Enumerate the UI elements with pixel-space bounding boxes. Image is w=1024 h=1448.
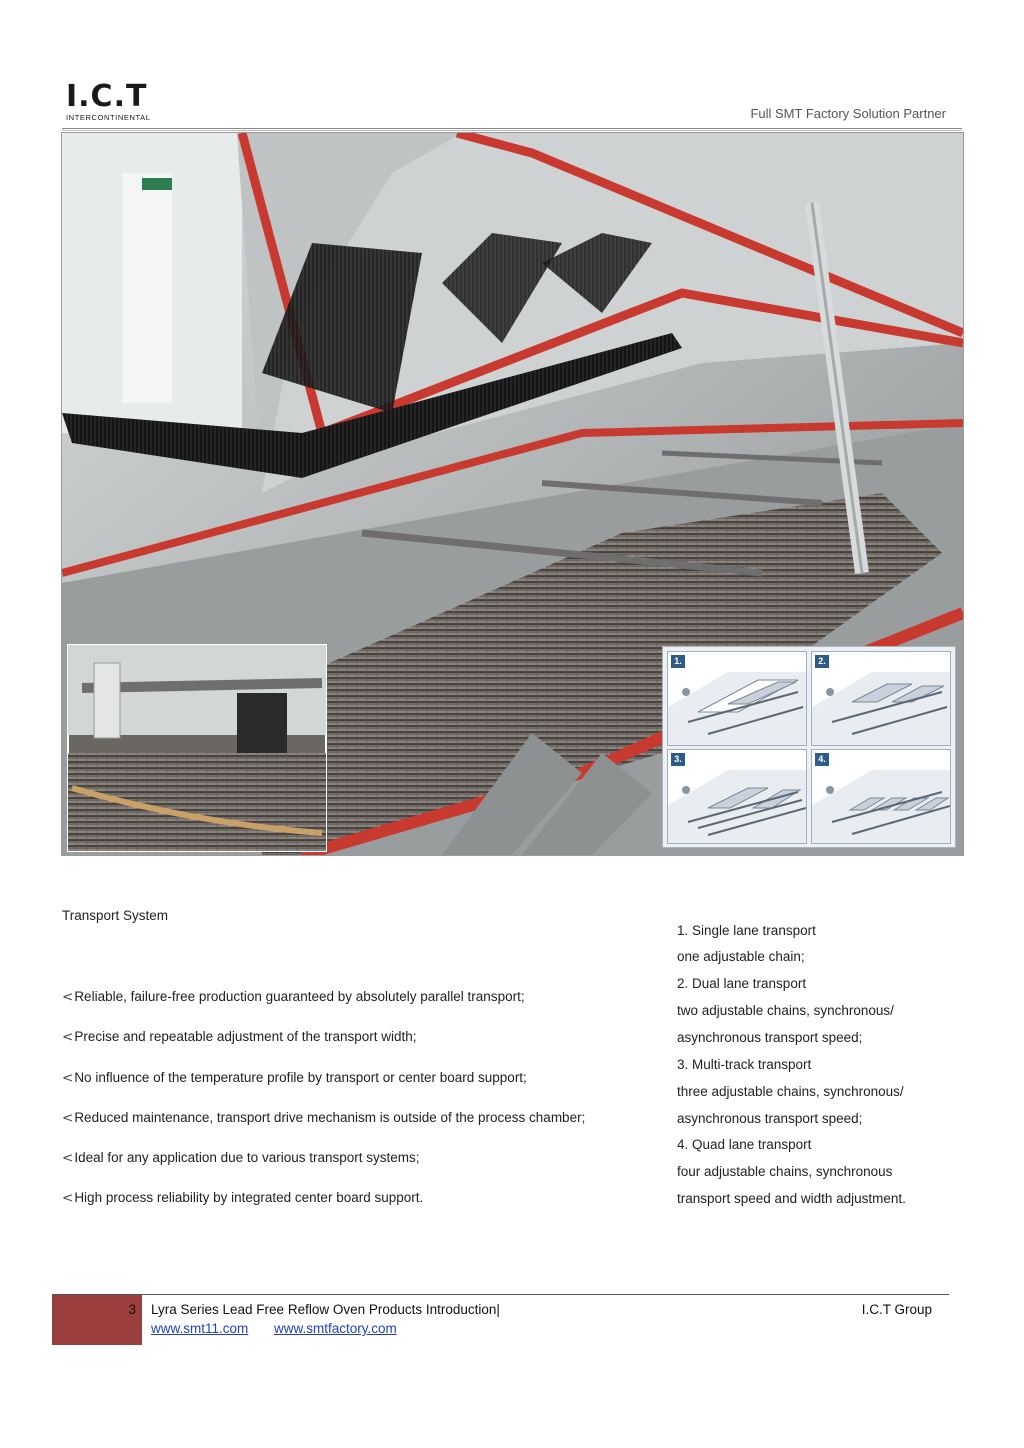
diagram-dual-lane <box>811 651 951 746</box>
lane-heading-multi: 3. Multi-track transport <box>677 1057 812 1072</box>
bullet-arrow: < <box>62 1190 74 1206</box>
bullet-arrow: < <box>62 1029 74 1045</box>
lane-heading-single: 1. Single lane transport <box>677 923 816 938</box>
multi-track-illustration <box>668 750 806 843</box>
diagram-label: 2. <box>815 655 829 668</box>
single-lane-illustration <box>668 652 806 745</box>
footer-link-smtfactory[interactable]: www.smtfactory.com <box>274 1321 397 1336</box>
footer-company: I.C.T Group <box>861 1302 932 1317</box>
company-logo <box>66 79 166 124</box>
logo-subtext: INTERCONTINENTAL <box>66 113 151 122</box>
diagram-label: 3. <box>671 753 685 766</box>
bullet-arrow: < <box>62 1110 74 1126</box>
diagram-multi-track <box>667 749 807 844</box>
bullet-arrow: < <box>62 989 74 1005</box>
footer-link-smt11[interactable]: www.smt11.com <box>151 1321 249 1336</box>
diagram-label: 1. <box>671 655 685 668</box>
header-tagline: Full SMT Factory Solution Partner <box>750 106 946 121</box>
logo-mark: I.C.T <box>66 79 148 114</box>
lane-desc: two adjustable chains, synchronous/ <box>677 1003 894 1018</box>
lane-desc: asynchronous transport speed; <box>677 1111 863 1126</box>
feature-item <box>62 1110 585 1126</box>
header-divider <box>62 128 962 131</box>
feature-item <box>62 1150 420 1166</box>
feature-text: Reduced maintenance, transport drive mechanism is outside of the process chamber; <box>74 1110 586 1125</box>
diagram-quad-lane <box>811 749 951 844</box>
feature-text: Ideal for any application due to various transport systems; <box>74 1150 420 1165</box>
bullet-arrow: < <box>62 1070 74 1086</box>
feature-item <box>62 1190 423 1206</box>
footer-title: Lyra Series Lead Free Reflow Oven Products Introduction| <box>151 1302 500 1317</box>
transport-lane-diagrams <box>662 646 956 848</box>
lane-desc: asynchronous transport speed; <box>677 1030 863 1045</box>
feature-item <box>62 1029 417 1045</box>
feature-text: No influence of the temperature profile by transport or center board support; <box>74 1070 527 1085</box>
feature-text: Reliable, failure-free production guaranteed by absolutely parallel transport; <box>74 989 525 1004</box>
lane-desc: three adjustable chains, synchronous/ <box>677 1084 904 1099</box>
lane-heading-quad: 4. Quad lane transport <box>677 1137 812 1152</box>
section-title: Transport System <box>62 908 169 923</box>
feature-item <box>62 1070 527 1086</box>
diagram-label: 4. <box>815 753 829 766</box>
footer-divider <box>52 1294 949 1295</box>
lane-desc: four adjustable chains, synchronous <box>677 1164 893 1179</box>
lane-desc: transport speed and width adjustment. <box>677 1191 906 1206</box>
feature-item <box>62 989 525 1005</box>
dual-lane-illustration <box>812 652 950 745</box>
feature-text: High process reliability by integrated center board support. <box>74 1190 424 1205</box>
diagram-single-lane <box>667 651 807 746</box>
lane-desc: one adjustable chain; <box>677 949 805 964</box>
page-number: 3 <box>128 1302 136 1317</box>
quad-lane-illustration <box>812 750 950 843</box>
bullet-arrow: < <box>62 1150 74 1166</box>
feature-text: Precise and repeatable adjustment of the transport width; <box>74 1029 417 1044</box>
lane-heading-dual: 2. Dual lane transport <box>677 976 807 991</box>
